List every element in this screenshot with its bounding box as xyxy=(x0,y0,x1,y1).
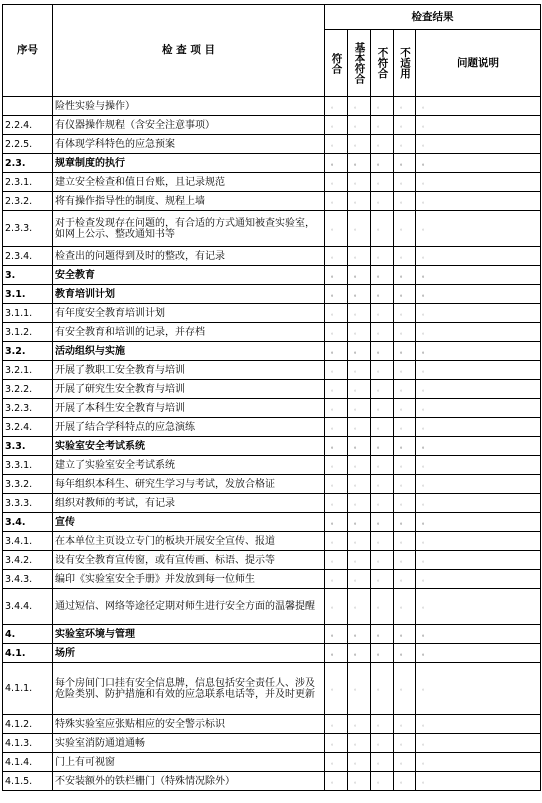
row-number: 4.1.5. xyxy=(3,772,53,791)
result-cell-not-conform[interactable]: 。 xyxy=(371,753,394,772)
result-cell-basic-conform[interactable]: 。 xyxy=(348,135,371,154)
result-cell-conform[interactable]: 。 xyxy=(325,532,348,551)
table-row xyxy=(3,753,541,772)
result-cell-not-conform[interactable]: 。 xyxy=(371,192,394,211)
result-cell-basic-conform[interactable]: 。 xyxy=(348,97,371,116)
result-cell-note[interactable]: 。 xyxy=(416,644,541,663)
result-cell-basic-conform[interactable]: 。 xyxy=(348,494,371,513)
row-number: 3.1. xyxy=(3,285,53,304)
result-cell-note[interactable]: 。 xyxy=(416,772,541,791)
row-item: 规章制度的执行 xyxy=(53,154,325,173)
row-item: 有安全教育和培训的记录，并存档 xyxy=(53,323,325,342)
result-cell-note[interactable]: 。 xyxy=(416,715,541,734)
result-cell-not-conform[interactable]: 。 xyxy=(371,361,394,380)
row-number: 2.3.3. xyxy=(3,211,53,247)
table-row xyxy=(3,532,541,551)
row-number: 3.2.1. xyxy=(3,361,53,380)
row-item: 将有操作指导性的制度、规程上墙 xyxy=(53,192,325,211)
row-number: 2.3. xyxy=(3,154,53,173)
header-not-applicable: 不适用 xyxy=(394,30,416,97)
table-row xyxy=(3,663,541,715)
result-cell-not-applicable[interactable]: 。 xyxy=(394,715,416,734)
row-item: 每年组织本科生、研究生学习与考试，发放合格证 xyxy=(53,475,325,494)
result-cell-not-conform[interactable]: 。 xyxy=(371,513,394,532)
row-number: 3.4. xyxy=(3,513,53,532)
section-row xyxy=(3,513,541,532)
result-cell-not-applicable[interactable]: 。 xyxy=(394,475,416,494)
result-cell-basic-conform[interactable]: 。 xyxy=(348,323,371,342)
table-row xyxy=(3,456,541,475)
result-cell-not-applicable[interactable]: 。 xyxy=(394,663,416,715)
section-row xyxy=(3,154,541,173)
row-item: 宣传 xyxy=(53,513,325,532)
result-cell-not-applicable[interactable]: 。 xyxy=(394,589,416,625)
result-cell-not-applicable[interactable]: 。 xyxy=(394,173,416,192)
row-number: 3.3.2. xyxy=(3,475,53,494)
table-row xyxy=(3,734,541,753)
row-item: 通过短信、网络等途径定期对师生进行安全方面的温馨提醒 xyxy=(53,589,325,625)
row-number xyxy=(3,97,53,116)
result-cell-note[interactable]: 。 xyxy=(416,475,541,494)
result-cell-basic-conform[interactable]: 。 xyxy=(348,399,371,418)
row-number: 2.3.4. xyxy=(3,247,53,266)
result-cell-not-applicable[interactable]: 。 xyxy=(394,266,416,285)
result-cell-not-applicable[interactable]: 。 xyxy=(394,437,416,456)
result-cell-not-conform[interactable]: 。 xyxy=(371,418,394,437)
result-cell-not-conform[interactable]: 。 xyxy=(371,494,394,513)
row-number: 3.3. xyxy=(3,437,53,456)
result-cell-basic-conform[interactable]: 。 xyxy=(348,456,371,475)
row-number: 2.3.2. xyxy=(3,192,53,211)
row-number: 3.4.4. xyxy=(3,589,53,625)
table-row xyxy=(3,135,541,154)
table-row xyxy=(3,211,541,247)
row-item: 开展了本科生安全教育与培训 xyxy=(53,399,325,418)
result-cell-not-conform[interactable]: 。 xyxy=(371,247,394,266)
result-cell-conform[interactable]: 。 xyxy=(325,323,348,342)
result-cell-note[interactable]: 。 xyxy=(416,494,541,513)
result-cell-conform[interactable]: 。 xyxy=(325,570,348,589)
result-cell-not-conform[interactable]: 。 xyxy=(371,437,394,456)
result-cell-basic-conform[interactable]: 。 xyxy=(348,663,371,715)
table-row xyxy=(3,418,541,437)
row-number: 3.4.2. xyxy=(3,551,53,570)
result-cell-conform[interactable]: 。 xyxy=(325,625,348,644)
row-item: 建立了实验室安全考试系统 xyxy=(53,456,325,475)
result-cell-note[interactable]: 。 xyxy=(416,361,541,380)
result-cell-not-applicable[interactable]: 。 xyxy=(394,247,416,266)
section-row xyxy=(3,644,541,663)
row-item: 开展了研究生安全教育与培训 xyxy=(53,380,325,399)
header-conform: 符合 xyxy=(325,30,348,97)
result-cell-conform[interactable]: 。 xyxy=(325,475,348,494)
result-cell-basic-conform[interactable]: 。 xyxy=(348,380,371,399)
result-cell-not-applicable[interactable]: 。 xyxy=(394,399,416,418)
result-cell-note[interactable]: 。 xyxy=(416,173,541,192)
result-cell-note[interactable]: 。 xyxy=(416,589,541,625)
table-row xyxy=(3,589,541,625)
result-cell-note[interactable]: 。 xyxy=(416,570,541,589)
row-number: 3. xyxy=(3,266,53,285)
header-basic-conform: 基本符合 xyxy=(348,30,371,97)
result-cell-conform[interactable]: 。 xyxy=(325,135,348,154)
row-number: 3.4.1. xyxy=(3,532,53,551)
result-cell-conform[interactable]: 。 xyxy=(325,513,348,532)
result-cell-not-applicable[interactable]: 。 xyxy=(394,772,416,791)
result-cell-note[interactable]: 。 xyxy=(416,323,541,342)
result-cell-basic-conform[interactable]: 。 xyxy=(348,116,371,135)
result-cell-not-conform[interactable]: 。 xyxy=(371,644,394,663)
result-cell-not-conform[interactable]: 。 xyxy=(371,625,394,644)
result-cell-note[interactable]: 。 xyxy=(416,456,541,475)
result-cell-conform[interactable]: 。 xyxy=(325,342,348,361)
result-cell-not-conform[interactable]: 。 xyxy=(371,323,394,342)
result-cell-not-conform[interactable]: 。 xyxy=(371,380,394,399)
section-row xyxy=(3,625,541,644)
result-cell-note[interactable]: 。 xyxy=(416,154,541,173)
result-cell-not-applicable[interactable]: 。 xyxy=(394,753,416,772)
result-cell-conform[interactable]: 。 xyxy=(325,285,348,304)
row-item: 门上有可视窗 xyxy=(53,753,325,772)
result-cell-conform[interactable]: 。 xyxy=(325,97,348,116)
row-item: 特殊实验室应张贴相应的安全警示标识 xyxy=(53,715,325,734)
result-cell-note[interactable]: 。 xyxy=(416,247,541,266)
result-cell-basic-conform[interactable]: 。 xyxy=(348,247,371,266)
result-cell-not-conform[interactable]: 。 xyxy=(371,734,394,753)
result-cell-basic-conform[interactable]: 。 xyxy=(348,625,371,644)
table-row xyxy=(3,551,541,570)
row-number: 4.1.3. xyxy=(3,734,53,753)
result-cell-not-applicable[interactable]: 。 xyxy=(394,135,416,154)
result-cell-basic-conform[interactable]: 。 xyxy=(348,154,371,173)
header-not-conform: 不符合 xyxy=(371,30,394,97)
result-cell-note[interactable]: 。 xyxy=(416,266,541,285)
result-cell-basic-conform[interactable]: 。 xyxy=(348,173,371,192)
row-item: 实验室安全考试系统 xyxy=(53,437,325,456)
row-number: 4.1.2. xyxy=(3,715,53,734)
row-item: 对于检查发现存在问题的，有合适的方式通知被查实验室，如网上公示、整改通知书等 xyxy=(53,211,325,247)
result-cell-not-conform[interactable]: 。 xyxy=(371,715,394,734)
result-cell-conform[interactable]: 。 xyxy=(325,154,348,173)
result-cell-conform[interactable]: 。 xyxy=(325,494,348,513)
result-cell-not-applicable[interactable]: 。 xyxy=(394,734,416,753)
result-cell-basic-conform[interactable]: 。 xyxy=(348,304,371,323)
table-row xyxy=(3,715,541,734)
row-item: 建立安全检查和值日台账，且记录规范 xyxy=(53,173,325,192)
result-cell-note[interactable]: 。 xyxy=(416,192,541,211)
table-row xyxy=(3,173,541,192)
result-cell-not-applicable[interactable]: 。 xyxy=(394,304,416,323)
row-number: 4. xyxy=(3,625,53,644)
result-cell-basic-conform[interactable]: 。 xyxy=(348,753,371,772)
table-row xyxy=(3,97,541,116)
result-cell-basic-conform[interactable]: 。 xyxy=(348,570,371,589)
result-cell-conform[interactable]: 。 xyxy=(325,418,348,437)
row-item: 场所 xyxy=(53,644,325,663)
row-number: 4.1. xyxy=(3,644,53,663)
table-row xyxy=(3,380,541,399)
result-cell-not-conform[interactable]: 。 xyxy=(371,116,394,135)
table-row xyxy=(3,116,541,135)
row-item: 活动组织与实施 xyxy=(53,342,325,361)
result-cell-not-conform[interactable]: 。 xyxy=(371,663,394,715)
result-cell-note[interactable]: 。 xyxy=(416,135,541,154)
result-cell-note[interactable]: 。 xyxy=(416,285,541,304)
row-number: 3.1.1. xyxy=(3,304,53,323)
row-number: 3.1.2. xyxy=(3,323,53,342)
table-row xyxy=(3,323,541,342)
result-cell-note[interactable]: 。 xyxy=(416,116,541,135)
result-cell-basic-conform[interactable]: 。 xyxy=(348,644,371,663)
result-cell-not-conform[interactable]: 。 xyxy=(371,456,394,475)
table-row xyxy=(3,192,541,211)
result-cell-basic-conform[interactable]: 。 xyxy=(348,551,371,570)
result-cell-conform[interactable]: 。 xyxy=(325,551,348,570)
table-row xyxy=(3,247,541,266)
result-cell-conform[interactable]: 。 xyxy=(325,266,348,285)
table-row xyxy=(3,772,541,791)
result-cell-not-applicable[interactable]: 。 xyxy=(394,418,416,437)
result-cell-not-applicable[interactable]: 。 xyxy=(394,154,416,173)
result-cell-conform[interactable]: 。 xyxy=(325,734,348,753)
result-cell-not-applicable[interactable]: 。 xyxy=(394,342,416,361)
row-item: 实验室环境与管理 xyxy=(53,625,325,644)
result-cell-not-conform[interactable]: 。 xyxy=(371,399,394,418)
row-item: 有体现学科特色的应急预案 xyxy=(53,135,325,154)
result-cell-note[interactable]: 。 xyxy=(416,513,541,532)
result-cell-not-conform[interactable]: 。 xyxy=(371,532,394,551)
result-cell-note[interactable]: 。 xyxy=(416,625,541,644)
result-cell-not-applicable[interactable]: 。 xyxy=(394,192,416,211)
result-cell-not-applicable[interactable]: 。 xyxy=(394,116,416,135)
row-number: 2.2.5. xyxy=(3,135,53,154)
table-row xyxy=(3,475,541,494)
table-row xyxy=(3,304,541,323)
result-cell-basic-conform[interactable]: 。 xyxy=(348,437,371,456)
header-result: 检查结果 xyxy=(325,5,541,30)
row-item: 险性实验与操作） xyxy=(53,97,325,116)
result-cell-not-applicable[interactable]: 。 xyxy=(394,513,416,532)
result-cell-note[interactable]: 。 xyxy=(416,418,541,437)
result-cell-basic-conform[interactable]: 。 xyxy=(348,715,371,734)
row-number: 4.1.1. xyxy=(3,663,53,715)
result-cell-basic-conform[interactable]: 。 xyxy=(348,285,371,304)
result-cell-conform[interactable]: 。 xyxy=(325,456,348,475)
result-cell-note[interactable]: 。 xyxy=(416,211,541,247)
result-cell-note[interactable]: 。 xyxy=(416,551,541,570)
result-cell-conform[interactable]: 。 xyxy=(325,715,348,734)
result-cell-conform[interactable]: 。 xyxy=(325,173,348,192)
header-note: 问题说明 xyxy=(416,30,541,97)
result-cell-note[interactable]: 。 xyxy=(416,342,541,361)
row-number: 3.3.3. xyxy=(3,494,53,513)
section-row xyxy=(3,437,541,456)
row-item: 开展了结合学科特点的应急演练 xyxy=(53,418,325,437)
result-cell-not-conform[interactable]: 。 xyxy=(371,97,394,116)
result-cell-not-conform[interactable]: 。 xyxy=(371,266,394,285)
row-item: 实验室消防通道通畅 xyxy=(53,734,325,753)
table-row xyxy=(3,570,541,589)
row-item: 有仪器操作规程（含安全注意事项） xyxy=(53,116,325,135)
result-cell-conform[interactable]: 。 xyxy=(325,211,348,247)
row-item: 组织对教师的考试，有记录 xyxy=(53,494,325,513)
row-number: 3.2.2. xyxy=(3,380,53,399)
result-cell-note[interactable]: 。 xyxy=(416,380,541,399)
section-row xyxy=(3,266,541,285)
result-cell-not-conform[interactable]: 。 xyxy=(371,570,394,589)
result-cell-basic-conform[interactable]: 。 xyxy=(348,192,371,211)
row-item: 编印《实验室安全手册》并发放到每一位师生 xyxy=(53,570,325,589)
result-cell-basic-conform[interactable]: 。 xyxy=(348,772,371,791)
result-cell-note[interactable]: 。 xyxy=(416,753,541,772)
result-cell-not-applicable[interactable]: 。 xyxy=(394,551,416,570)
result-cell-conform[interactable]: 。 xyxy=(325,304,348,323)
result-cell-conform[interactable]: 。 xyxy=(325,772,348,791)
result-cell-conform[interactable]: 。 xyxy=(325,116,348,135)
result-cell-note[interactable]: 。 xyxy=(416,437,541,456)
result-cell-not-conform[interactable]: 。 xyxy=(371,342,394,361)
result-cell-not-conform[interactable]: 。 xyxy=(371,154,394,173)
row-item: 检查出的问题得到及时的整改，有记录 xyxy=(53,247,325,266)
result-cell-note[interactable]: 。 xyxy=(416,532,541,551)
result-cell-basic-conform[interactable]: 。 xyxy=(348,418,371,437)
result-cell-note[interactable]: 。 xyxy=(416,734,541,753)
row-number: 2.2.4. xyxy=(3,116,53,135)
result-cell-not-conform[interactable]: 。 xyxy=(371,551,394,570)
result-cell-conform[interactable]: 。 xyxy=(325,644,348,663)
result-cell-basic-conform[interactable]: 。 xyxy=(348,532,371,551)
row-item: 不安装额外的铁栏栅门（特殊情况除外） xyxy=(53,772,325,791)
result-cell-not-conform[interactable]: 。 xyxy=(371,589,394,625)
result-cell-not-applicable[interactable]: 。 xyxy=(394,532,416,551)
row-item: 安全教育 xyxy=(53,266,325,285)
row-number: 3.2.4. xyxy=(3,418,53,437)
result-cell-not-conform[interactable]: 。 xyxy=(371,211,394,247)
row-number: 3.4.3. xyxy=(3,570,53,589)
result-cell-conform[interactable]: 。 xyxy=(325,192,348,211)
result-cell-not-applicable[interactable]: 。 xyxy=(394,456,416,475)
row-item: 教育培训计划 xyxy=(53,285,325,304)
result-cell-not-conform[interactable]: 。 xyxy=(371,475,394,494)
result-cell-conform[interactable]: 。 xyxy=(325,589,348,625)
result-cell-conform[interactable]: 。 xyxy=(325,247,348,266)
row-item: 有年度安全教育培训计划 xyxy=(53,304,325,323)
table-row xyxy=(3,361,541,380)
result-cell-not-applicable[interactable]: 。 xyxy=(394,494,416,513)
result-cell-not-applicable[interactable]: 。 xyxy=(394,285,416,304)
result-cell-note[interactable]: 。 xyxy=(416,399,541,418)
section-row xyxy=(3,342,541,361)
result-cell-conform[interactable]: 。 xyxy=(325,437,348,456)
row-item: 每个房间门口挂有安全信息牌，信息包括安全责任人、涉及危险类别、防护措施和有效的应急联系电话等，并及时更新 xyxy=(53,663,325,715)
result-cell-not-applicable[interactable]: 。 xyxy=(394,380,416,399)
result-cell-note[interactable]: 。 xyxy=(416,97,541,116)
inspection-checklist-table xyxy=(2,4,541,791)
row-number: 4.1.4. xyxy=(3,753,53,772)
result-cell-basic-conform[interactable]: 。 xyxy=(348,513,371,532)
result-cell-not-conform[interactable]: 。 xyxy=(371,304,394,323)
header-item: 检 查 项 目 xyxy=(53,5,325,97)
result-cell-conform[interactable]: 。 xyxy=(325,380,348,399)
row-number: 2.3.1. xyxy=(3,173,53,192)
result-cell-conform[interactable]: 。 xyxy=(325,753,348,772)
row-item: 在本单位主页设立专门的板块开展安全宣传、报道 xyxy=(53,532,325,551)
result-cell-not-applicable[interactable]: 。 xyxy=(394,361,416,380)
result-cell-note[interactable]: 。 xyxy=(416,663,541,715)
header-seq: 序号 xyxy=(3,5,53,97)
row-item: 开展了教职工安全教育与培训 xyxy=(53,361,325,380)
row-item: 设有安全教育宣传窗，或有宣传画、标语、提示等 xyxy=(53,551,325,570)
result-cell-not-applicable[interactable]: 。 xyxy=(394,570,416,589)
result-cell-not-applicable[interactable]: 。 xyxy=(394,211,416,247)
result-cell-conform[interactable]: 。 xyxy=(325,399,348,418)
result-cell-not-conform[interactable]: 。 xyxy=(371,173,394,192)
result-cell-not-conform[interactable]: 。 xyxy=(371,772,394,791)
result-cell-basic-conform[interactable]: 。 xyxy=(348,734,371,753)
result-cell-not-conform[interactable]: 。 xyxy=(371,285,394,304)
result-cell-basic-conform[interactable]: 。 xyxy=(348,475,371,494)
result-cell-basic-conform[interactable]: 。 xyxy=(348,589,371,625)
result-cell-note[interactable]: 。 xyxy=(416,304,541,323)
row-number: 3.3.1. xyxy=(3,456,53,475)
result-cell-basic-conform[interactable]: 。 xyxy=(348,342,371,361)
table-row xyxy=(3,399,541,418)
result-cell-not-conform[interactable]: 。 xyxy=(371,135,394,154)
result-cell-conform[interactable]: 。 xyxy=(325,663,348,715)
result-cell-not-applicable[interactable]: 。 xyxy=(394,97,416,116)
result-cell-basic-conform[interactable]: 。 xyxy=(348,266,371,285)
result-cell-not-applicable[interactable]: 。 xyxy=(394,323,416,342)
result-cell-not-applicable[interactable]: 。 xyxy=(394,644,416,663)
result-cell-basic-conform[interactable]: 。 xyxy=(348,211,371,247)
table-row xyxy=(3,494,541,513)
section-row xyxy=(3,285,541,304)
row-number: 3.2.3. xyxy=(3,399,53,418)
result-cell-conform[interactable]: 。 xyxy=(325,361,348,380)
row-number: 3.2. xyxy=(3,342,53,361)
result-cell-basic-conform[interactable]: 。 xyxy=(348,361,371,380)
result-cell-not-applicable[interactable]: 。 xyxy=(394,625,416,644)
